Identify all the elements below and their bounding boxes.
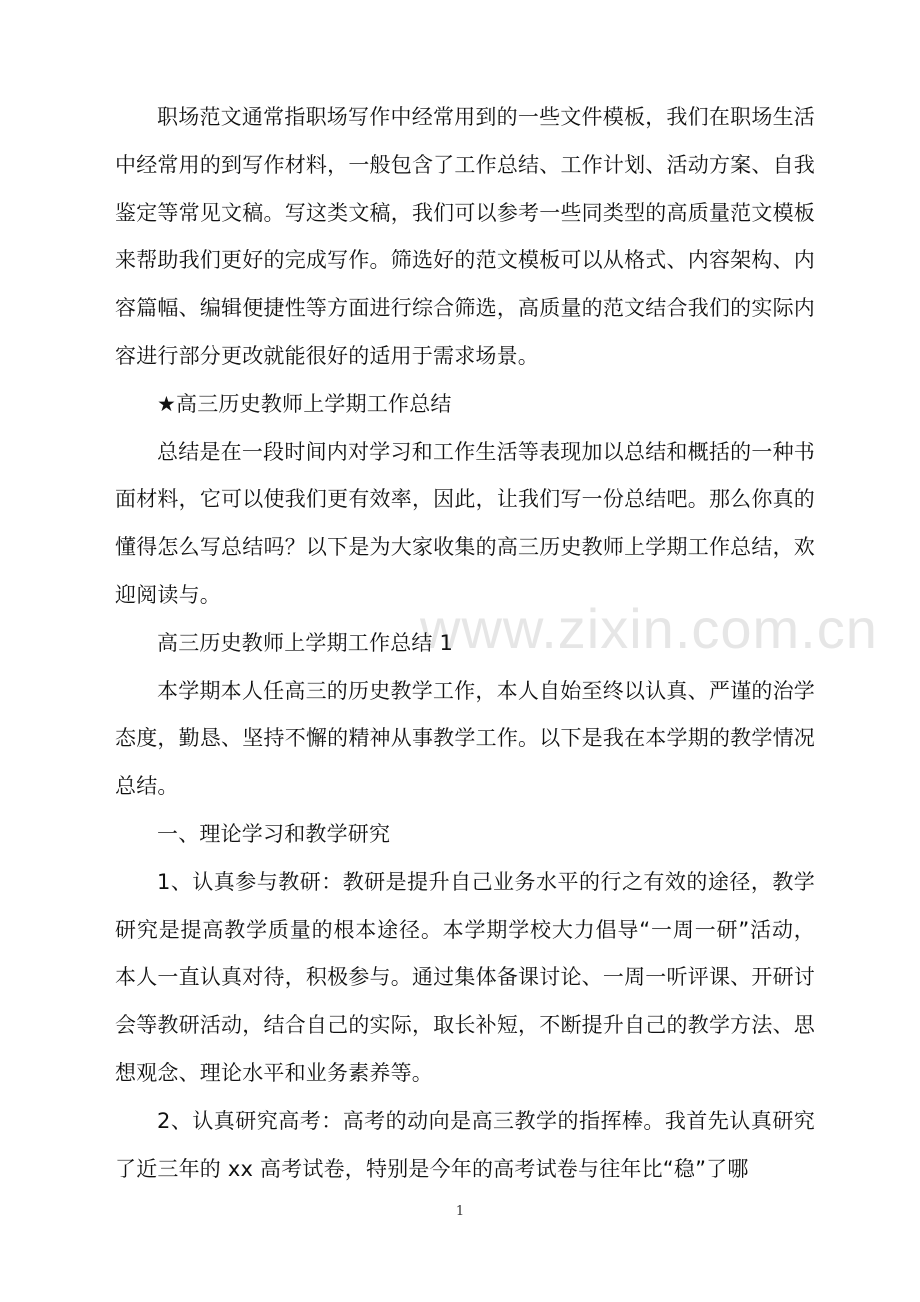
page-number: 1 [455,1204,465,1219]
research-paragraph: 1、认真参与教研：教研是提升自己业务水平的行之有效的途径，教学研究是提高教学质量的根本途径。本学期学校大力倡导“一周一研”活动，本人一直认真对待，积极参与。通过集体备课讨论、一周一听评课、开研讨会等教研活动，结合自己的实际，取长补短，不断提升自己的教学方法、思想观念、理论水平和业务素养等。 [115,869,815,1085]
teaching-overview-paragraph: 本学期本人任高三的历史教学工作，本人自始至终以认真、严谨的治学态度，勤恳、坚持不懈的精神从事教学工作。以下是我在本学期的教学情况总结。 [115,678,815,799]
summary-heading: 高三历史教师上学期工作总结 1 [157,630,454,655]
theory-study-heading: 一、理论学习和教学研究 [157,821,391,846]
summary-intro-paragraph: 总结是在一段时间内对学习和工作生活等表现加以总结和概括的一种书面材料，它可以使我们更有效率，因此，让我们写一份总结吧。那么你真的懂得怎么写总结吗？以下是为大家收集的高三历史教师上学期工作总结，欢迎阅读与。 [115,439,815,607]
watermark: www.zixin.com.cn [420,597,878,660]
section-title: ★高三历史教师上学期工作总结 [157,391,452,416]
intro-paragraph: 职场范文通常指职场写作中经常用到的一些文件模板，我们在职场生活中经常用的到写作材料，一般包含了工作总结、工作计划、活动方案、自我鉴定等常见文稿。写这类文稿，我们可以参考一些同类型的高质量范文模板来帮助我们更好的完成写作。筛选好的范文模板可以从格式、内容架构、内容篇幅、编辑便捷性等方面进行综合筛选，高质量的范文结合我们的实际内容进行部分更改就能很好的适用于需求场景。 [115,105,815,368]
document-body [115,94,815,1193]
exam-study-paragraph: 2、认真研究高考：高考的动向是高三教学的指挥棒。我首先认真研究了近三年的 xx 高考试卷，特别是今年的高考试卷与往年比“稳”了哪 [115,1108,815,1181]
